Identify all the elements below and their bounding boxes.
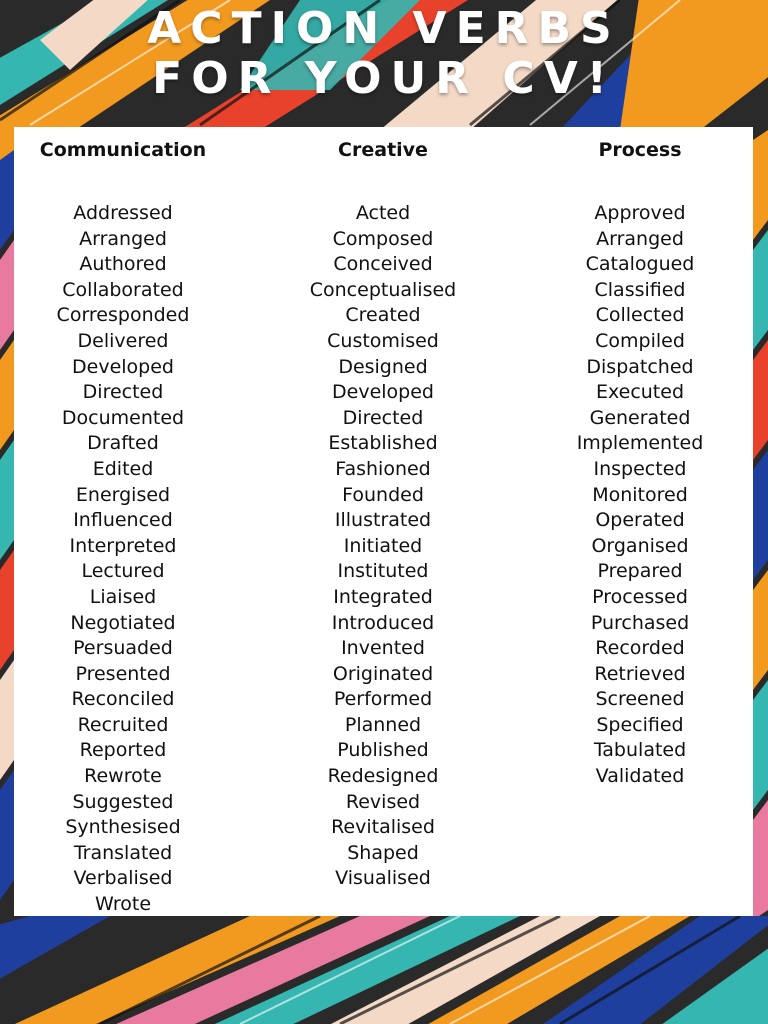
verb-item: Reported [79, 739, 167, 762]
verb-item: Collected [595, 304, 685, 327]
verb-item: Founded [342, 483, 424, 506]
verb-item: Collaborated [62, 278, 184, 301]
column-communication [14, 137, 232, 918]
verb-item: Executed [595, 381, 685, 404]
verb-item: Documented [61, 406, 185, 429]
verb-item: Synthesised [65, 816, 181, 839]
verb-item: Drafted [87, 432, 159, 455]
verb-list [283, 201, 483, 892]
verb-item: Introduced [331, 611, 435, 634]
verb-item: Planned [344, 713, 422, 736]
verb-item: Specified [596, 713, 684, 736]
verb-item: Organised [591, 534, 689, 557]
verb-item: Instituted [337, 560, 429, 583]
verb-item: Developed [72, 355, 174, 378]
verb-item: Classified [594, 278, 686, 301]
verb-item: Acted [355, 202, 411, 224]
verb-item: Redesigned [327, 765, 439, 788]
verb-item: Originated [332, 662, 434, 685]
verb-item: Implemented [576, 432, 704, 455]
verb-item: Designed [338, 355, 428, 378]
verb-item: Invented [341, 637, 425, 660]
verb-item: Suggested [72, 790, 174, 813]
verb-item: Fashioned [335, 457, 431, 480]
verb-item: Energised [75, 483, 171, 506]
verb-item: Authored [79, 253, 167, 276]
verb-item: Corresponded [56, 304, 190, 327]
verb-item: Shaped [347, 841, 419, 864]
verb-item: Persuaded [73, 637, 173, 660]
verb-item: Customised [327, 329, 439, 352]
verbs-card [14, 127, 753, 916]
verb-item: Catalogued [585, 253, 695, 276]
verb-item: Tabulated [593, 739, 687, 762]
verb-item: Revised [345, 790, 421, 813]
verb-item: Recorded [595, 637, 685, 660]
verb-item: Visualised [335, 867, 431, 890]
column-heading: Process [598, 139, 682, 161]
verb-item: Interpreted [69, 534, 177, 557]
verb-item: Inspected [593, 457, 687, 480]
verb-item: Composed [332, 227, 434, 250]
column-heading: Creative [338, 139, 428, 161]
column-process [540, 137, 740, 790]
verb-item: Rewrote [84, 765, 162, 788]
verb-item: Initiated [343, 534, 423, 557]
verb-item: Lectured [81, 560, 165, 583]
verb-item: Developed [332, 381, 434, 404]
verb-item: Screened [595, 688, 685, 711]
verb-item: Created [345, 304, 421, 327]
verb-item: Processed [592, 585, 688, 608]
verb-item: Negotiated [70, 611, 176, 634]
verb-list [540, 201, 740, 790]
verb-item: Illustrated [334, 509, 432, 532]
verb-item: Translated [73, 841, 173, 864]
verb-item: Operated [595, 509, 685, 532]
verb-item: Monitored [592, 483, 688, 506]
verb-item: Reconciled [71, 688, 175, 711]
verb-item: Conceived [333, 253, 433, 276]
verb-item: Established [328, 432, 438, 455]
verb-item: Verbalised [73, 867, 173, 890]
verb-item: Directed [342, 406, 424, 429]
verb-item: Integrated [333, 585, 433, 608]
verb-list [14, 201, 232, 918]
verb-item: Prepared [597, 560, 683, 583]
column-heading: Communication [39, 139, 207, 161]
title-line-2: FOR YOUR CV! [152, 53, 616, 104]
column-creative [283, 137, 483, 892]
verb-item: Retrieved [594, 662, 686, 685]
verb-item: Validated [595, 765, 685, 788]
verb-item: Recruited [77, 713, 169, 736]
verb-item: Published [337, 739, 429, 762]
verb-item: Arranged [79, 227, 167, 250]
verb-item: Performed [333, 688, 433, 711]
verb-item: Directed [82, 381, 164, 404]
verb-item: Dispatched [586, 355, 694, 378]
verb-item: Arranged [596, 227, 684, 250]
verb-item: Delivered [77, 329, 169, 352]
verb-item: Revitalised [331, 816, 435, 839]
verb-item: Addressed [73, 202, 173, 224]
verb-item: Purchased [590, 611, 690, 634]
verb-item: Conceptualised [309, 278, 457, 301]
verb-item: Generated [589, 406, 691, 429]
verb-item: Compiled [595, 329, 685, 352]
verb-item: Approved [594, 202, 686, 224]
page-title [0, 4, 768, 104]
title-line-1: ACTION VERBS [147, 3, 621, 54]
verb-item: Liaised [89, 585, 157, 608]
verb-item: Wrote [94, 893, 152, 916]
verb-item: Edited [92, 457, 154, 480]
verb-item: Presented [75, 662, 171, 685]
verb-item: Influenced [73, 509, 173, 532]
